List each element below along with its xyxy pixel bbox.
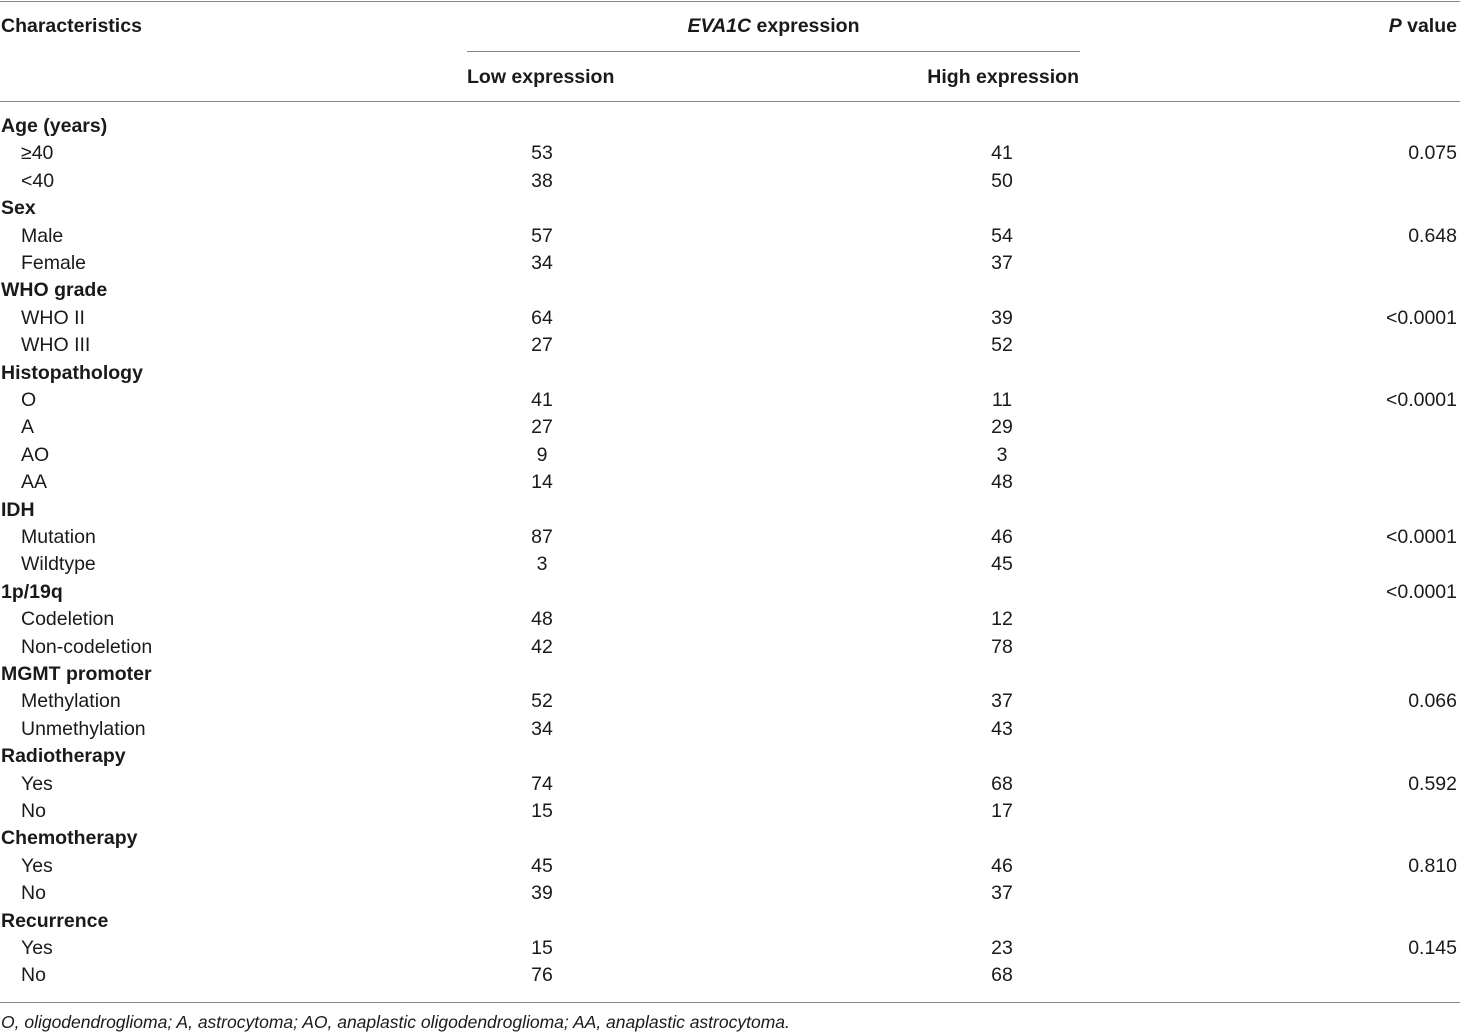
p-value-cell: 0.810 bbox=[1408, 854, 1457, 877]
table-row bbox=[0, 935, 1460, 962]
table-row bbox=[0, 387, 1460, 414]
subgroup-label: Methylation bbox=[21, 690, 121, 713]
low-expression-cell: 34 bbox=[531, 252, 553, 274]
p-value-cell: 0.145 bbox=[1408, 937, 1457, 959]
high-expression-cell: 68 bbox=[991, 772, 1013, 795]
subgroup-label: Yes bbox=[21, 854, 53, 877]
header-p-suffix: value bbox=[1401, 15, 1457, 37]
category-label: Age (years) bbox=[1, 115, 108, 137]
subgroup-label: O bbox=[21, 389, 37, 411]
high-expression-cell: 23 bbox=[991, 937, 1013, 959]
high-expression-cell: 12 bbox=[991, 608, 1013, 631]
header-bottom-rule bbox=[0, 101, 1460, 102]
high-expression-cell: 11 bbox=[991, 389, 1013, 411]
subgroup-label: Wildtype bbox=[21, 553, 96, 576]
header-low-expression: Low expression bbox=[467, 66, 615, 88]
low-expression-cell: 39 bbox=[531, 882, 553, 905]
table-row bbox=[0, 524, 1460, 551]
category-row bbox=[0, 360, 1460, 387]
subgroup-label: Codeletion bbox=[21, 608, 115, 631]
high-expression-cell: 68 bbox=[991, 964, 1013, 987]
low-expression-cell: 27 bbox=[531, 416, 553, 439]
table-row bbox=[0, 168, 1460, 195]
table-bottom-rule bbox=[0, 1002, 1460, 1003]
subgroup-label: No bbox=[21, 800, 46, 822]
table-row bbox=[0, 634, 1460, 661]
low-expression-cell: 48 bbox=[531, 608, 553, 631]
low-expression-cell: 14 bbox=[531, 471, 553, 494]
p-value-cell: <0.0001 bbox=[1385, 580, 1457, 603]
subgroup-label: A bbox=[21, 416, 35, 439]
p-value-cell: <0.0001 bbox=[1385, 526, 1457, 548]
low-expression-cell: 57 bbox=[531, 224, 553, 247]
table-row bbox=[0, 688, 1460, 715]
p-value-cell: <0.0001 bbox=[1385, 306, 1457, 329]
high-expression-cell: 54 bbox=[991, 224, 1013, 247]
category-row bbox=[0, 497, 1460, 524]
table-footnote: O, oligodendroglioma; A, astrocytoma; AO, anaplastic oligodendroglioma; AA, anaplastic astrocytoma. bbox=[1, 1012, 790, 1032]
category-row bbox=[0, 661, 1460, 688]
p-value-cell: <0.0001 bbox=[1385, 389, 1457, 411]
high-expression-cell: 45 bbox=[991, 553, 1013, 576]
high-expression-cell: 29 bbox=[991, 416, 1013, 439]
high-expression-cell: 39 bbox=[991, 306, 1013, 329]
low-expression-cell: 87 bbox=[531, 526, 553, 548]
low-expression-cell: 53 bbox=[531, 142, 553, 165]
p-value-cell: 0.592 bbox=[1408, 772, 1457, 795]
high-expression-cell: 48 bbox=[991, 471, 1013, 494]
low-expression-cell: 27 bbox=[531, 334, 553, 357]
subgroup-label: Mutation bbox=[21, 526, 96, 548]
header-p-italic: P bbox=[1388, 15, 1402, 37]
category-label: Histopathology bbox=[1, 361, 143, 384]
low-expression-cell: 74 bbox=[531, 772, 553, 795]
header-group-suffix: expression bbox=[751, 15, 860, 37]
subgroup-label: No bbox=[21, 882, 46, 905]
high-expression-cell: 37 bbox=[991, 690, 1013, 713]
table-row bbox=[0, 606, 1460, 633]
group-underline bbox=[467, 51, 1080, 52]
category-row bbox=[0, 825, 1460, 852]
low-expression-cell: 3 bbox=[536, 553, 548, 576]
category-label: WHO grade bbox=[1, 279, 108, 302]
low-expression-cell: 34 bbox=[531, 717, 553, 740]
low-expression-cell: 52 bbox=[531, 690, 553, 713]
category-label: Chemotherapy bbox=[1, 827, 138, 850]
header-characteristics: Characteristics bbox=[1, 15, 142, 37]
p-value-cell: 0.066 bbox=[1408, 690, 1457, 713]
subgroup-label: <40 bbox=[21, 169, 55, 192]
table-top-rule bbox=[0, 1, 1460, 2]
table-row bbox=[0, 250, 1460, 277]
category-row bbox=[0, 277, 1460, 304]
category-row bbox=[0, 579, 1460, 606]
subgroup-label: WHO II bbox=[21, 306, 85, 329]
category-label: Sex bbox=[1, 197, 36, 220]
category-row bbox=[0, 113, 1460, 140]
category-label: 1p/19q bbox=[1, 580, 63, 603]
low-expression-cell: 15 bbox=[531, 937, 553, 959]
table-row bbox=[0, 798, 1460, 825]
low-expression-cell: 45 bbox=[531, 854, 553, 877]
p-value-cell: 0.075 bbox=[1408, 142, 1457, 165]
subgroup-label: AO bbox=[21, 443, 50, 466]
category-label: Recurrence bbox=[1, 909, 109, 932]
table-row bbox=[0, 551, 1460, 578]
low-expression-cell: 9 bbox=[536, 443, 548, 466]
category-label: MGMT promoter bbox=[1, 663, 152, 685]
table-row bbox=[0, 223, 1460, 250]
high-expression-cell: 41 bbox=[991, 142, 1013, 165]
subgroup-label: Yes bbox=[21, 937, 53, 959]
header-expression-group bbox=[467, 14, 1080, 38]
high-expression-cell: 17 bbox=[991, 800, 1013, 822]
header-pvalue bbox=[1389, 14, 1457, 38]
high-expression-cell: 46 bbox=[991, 854, 1013, 877]
table-row bbox=[0, 469, 1460, 496]
header-gene-name: EVA1C bbox=[687, 15, 752, 37]
subgroup-label: Yes bbox=[21, 772, 53, 795]
table-row bbox=[0, 332, 1460, 359]
table-row bbox=[0, 305, 1460, 332]
table-row bbox=[0, 140, 1460, 167]
high-expression-cell: 43 bbox=[991, 717, 1013, 740]
low-expression-cell: 15 bbox=[531, 800, 553, 822]
category-row bbox=[0, 743, 1460, 770]
category-label: Radiotherapy bbox=[1, 745, 126, 768]
category-row bbox=[0, 195, 1460, 222]
table-row bbox=[0, 414, 1460, 441]
subgroup-label: Unmethylation bbox=[21, 717, 146, 740]
subgroup-label: Female bbox=[21, 252, 87, 274]
table-row bbox=[0, 442, 1460, 469]
high-expression-cell: 37 bbox=[991, 252, 1013, 274]
high-expression-cell: 3 bbox=[996, 443, 1008, 466]
low-expression-cell: 42 bbox=[531, 635, 553, 658]
high-expression-cell: 78 bbox=[991, 635, 1013, 658]
low-expression-cell: 41 bbox=[531, 389, 553, 411]
category-label: IDH bbox=[1, 498, 35, 521]
subgroup-label: Male bbox=[21, 224, 64, 247]
high-expression-cell: 37 bbox=[991, 882, 1013, 905]
low-expression-cell: 76 bbox=[531, 964, 553, 987]
table-row bbox=[0, 716, 1460, 743]
subgroup-label: ≥40 bbox=[21, 142, 54, 165]
header-high-expression: High expression bbox=[927, 66, 1079, 88]
subgroup-label: AA bbox=[21, 471, 48, 494]
high-expression-cell: 46 bbox=[991, 526, 1013, 548]
table-row bbox=[0, 853, 1460, 880]
table-row bbox=[0, 771, 1460, 798]
table-row bbox=[0, 962, 1460, 989]
table-row bbox=[0, 880, 1460, 907]
subgroup-label: WHO III bbox=[21, 334, 91, 357]
high-expression-cell: 52 bbox=[991, 334, 1013, 357]
subgroup-label: Non-codeletion bbox=[21, 635, 153, 658]
high-expression-cell: 50 bbox=[991, 169, 1013, 192]
p-value-cell: 0.648 bbox=[1408, 224, 1457, 247]
category-row bbox=[0, 908, 1460, 935]
low-expression-cell: 38 bbox=[531, 169, 553, 192]
low-expression-cell: 64 bbox=[531, 306, 553, 329]
subgroup-label: No bbox=[21, 964, 46, 987]
